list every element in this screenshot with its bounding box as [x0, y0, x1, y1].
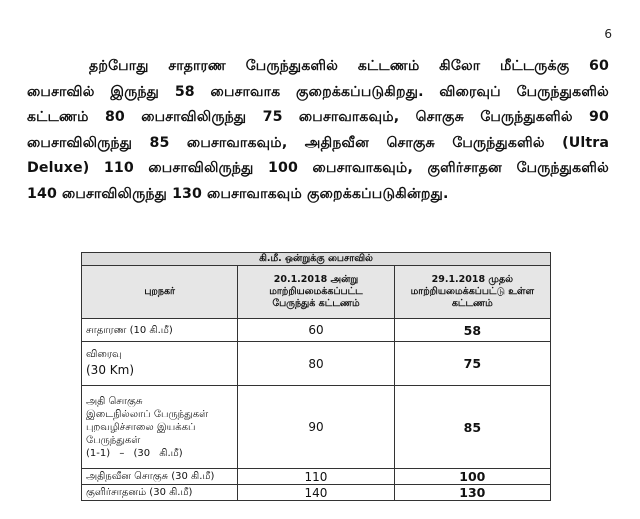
col-header-type: புறநகர் [82, 266, 238, 319]
column-header-row [82, 266, 551, 319]
paragraph-line: தற்போது சாதாரண பேருந்துகளில் கட்டணம் கிலோ மீட்டருக்கு 60 [89, 58, 609, 74]
table-row [82, 319, 551, 342]
bus-type-line: விரைவு [86, 349, 122, 360]
unit-header: கி.மீ. ஒன்றுக்கு பைசாவில் [82, 253, 551, 266]
bus-type-line: குளிர்சாதனம் (30 கி.மீ) [86, 487, 193, 498]
bus-type-cell [82, 386, 238, 469]
new-fare-cell: 75 [394, 342, 550, 386]
paragraph-line: Deluxe) 110 பைசாவிலிருந்து 100 பைசாவாகவும், குளிர்சாதன பேருந்துகளில் [27, 160, 609, 176]
new-fare-cell: 85 [394, 386, 550, 469]
bus-type-cell [82, 469, 238, 485]
bus-type-line: இடைநில்லாப் பேருந்துகள் [86, 408, 209, 420]
bus-type-cell [82, 342, 238, 386]
col-header-old-line: மாற்றியமைக்கப்பட்ட [269, 286, 363, 297]
old-fare-cell: 110 [238, 469, 394, 485]
col-header-new-line: 29.1.2018 முதல் [431, 274, 514, 285]
paragraph-line: 140 பைசாவிலிருந்து 130 பைசாவாகவும் குறைக்கப்படுகின்றது. [27, 185, 449, 202]
new-fare-cell: 58 [394, 319, 550, 342]
col-header-old-line: 20.1.2018 அன்று [273, 274, 359, 285]
bus-type-cell [82, 319, 238, 342]
bus-type-line: அதிநவீன சொகுசு (30 கி.மீ) [86, 471, 215, 482]
col-header-new-line: மாற்றியமைக்கப்பட்டு உள்ள [410, 286, 535, 297]
table-row [82, 342, 551, 386]
col-header-old [238, 266, 394, 319]
bus-type-line: புறவழிச்சாலை இயக்கப் பேருந்துகள் [86, 421, 196, 446]
bus-type-line: அதி சொகுசு [86, 395, 143, 407]
paragraph-line: கட்டணம் 80 பைசாவிலிருந்து 75 பைசாவாகவும், சொகுசு பேருந்துகளில் 90 [27, 109, 609, 125]
bus-type-cell [82, 485, 238, 501]
new-fare-cell: 100 [394, 469, 550, 485]
old-fare-cell: 60 [238, 319, 394, 342]
old-fare-cell: 140 [238, 485, 394, 501]
col-header-new-line: கட்டணம் [451, 298, 493, 309]
table-row [82, 469, 551, 485]
fare-table [81, 252, 551, 501]
table-row [82, 485, 551, 501]
col-header-new [394, 266, 550, 319]
old-fare-cell: 90 [238, 386, 394, 469]
old-fare-cell: 80 [238, 342, 394, 386]
new-fare-cell: 130 [394, 485, 550, 501]
bus-type-line: (1-1) – (30 கி.மீ) [86, 447, 183, 459]
bus-type-line: சாதாரண (10 கி.மீ) [86, 324, 173, 336]
paragraph-line: பைசாவில் இருந்து 58 பைசாவாக குறைக்கப்படுகிறது. விரைவுப் பேருந்துகளில் [27, 83, 609, 100]
paragraph [27, 54, 609, 207]
table-row [82, 386, 551, 469]
bus-type-line: (30 Km) [86, 363, 135, 377]
col-header-old-line: பேருந்துக் கட்டணம் [272, 298, 360, 309]
page-number: 6 [604, 27, 612, 41]
paragraph-line: பைசாவிலிருந்து 85 பைசாவாகவும், அதிநவீன சொகுசு பேருந்துகளில் (Ultra [27, 134, 609, 151]
